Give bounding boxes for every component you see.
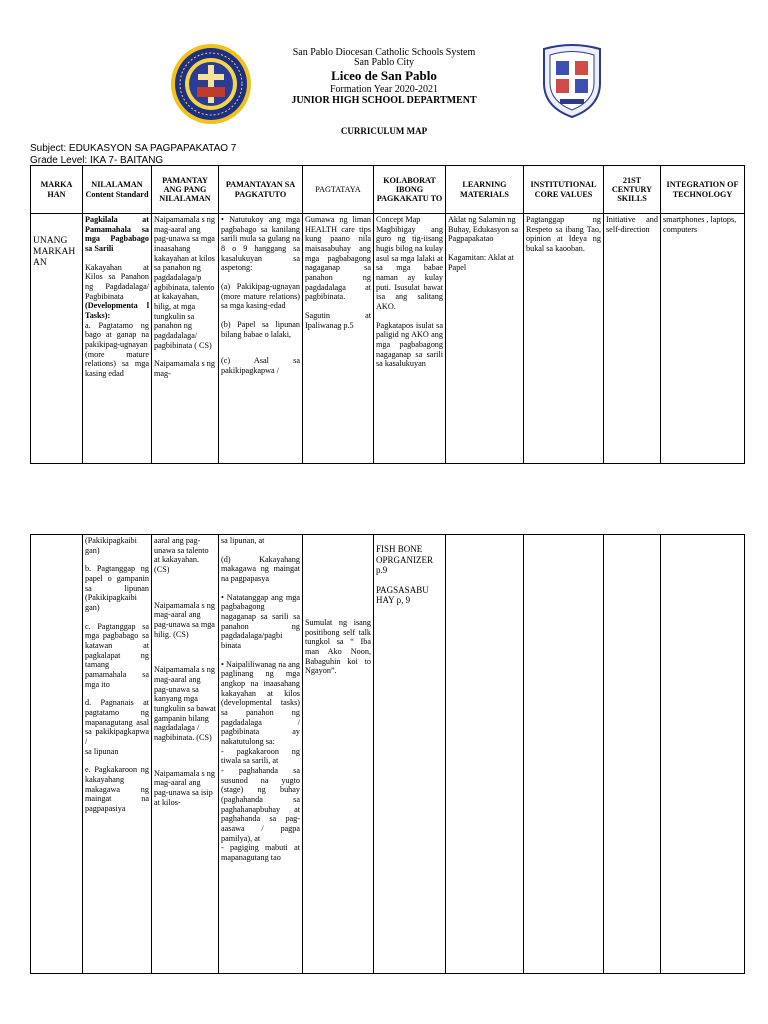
list-item: Sumulat ng isang positibong self talk tungkol sa “ Iba man Ako Noon, Babaguhin koi to Ngayon”. xyxy=(305,618,371,676)
formation-year: Formation Year 2020-2021 xyxy=(329,84,439,95)
pagtataya-cell xyxy=(303,214,374,464)
list-item: (Pakikipagkaibi gan) xyxy=(85,536,137,555)
list-item: Naipamamala s ng mag- xyxy=(154,359,215,379)
core-values-cell xyxy=(524,535,604,974)
col-nilalaman: NILALAMAN Content Standard xyxy=(83,166,152,214)
list-item: Pagkatapos isulat sa paligid ng AKO ang mga pagbabagong nagaganap sa sarili sa kasalukuyan xyxy=(376,320,443,369)
list-item: • Natutukoy ang mga pagbabago sa kanilang sarili mula sa gulang na 8 o 9 hanggang sa kasalukuyan sa aspetong: xyxy=(221,215,300,273)
skills-text: Initiative and self-direction xyxy=(606,215,658,234)
skills-cell xyxy=(604,535,661,974)
col-learning-materials: LEARNING MATERIALS xyxy=(446,166,524,214)
nilalaman-cell xyxy=(83,535,152,974)
list-item: Sagutin at Ipaliwanag p.5 xyxy=(305,311,371,330)
subject-line: Subject: EDUKASYON SA PAGPAPAKATAO 7 xyxy=(30,143,237,154)
list-item: PAGSASABU HAY p, 9 xyxy=(376,584,429,606)
core-values-cell xyxy=(524,214,604,464)
pamantayang-cell xyxy=(152,214,219,464)
grade-line: Grade Level: IKA 7- BAITANG xyxy=(30,155,164,166)
list-item: sa lipunan, at xyxy=(221,536,265,545)
curriculum-table-page1 xyxy=(30,165,745,464)
list-item: (a) Pakikipag-ugnayan (more mature relations) sa mga kasing-edad xyxy=(221,282,300,311)
list-item: Kagamitan: Aklat at Papel xyxy=(448,253,514,272)
kolaboratibo-cell xyxy=(374,214,446,464)
school-name: Liceo de San Pablo xyxy=(331,68,437,83)
pamantayang-cell xyxy=(152,535,219,974)
technology-cell xyxy=(661,535,745,974)
col-markahan: MARKA HAN xyxy=(31,166,83,214)
col-integration-technology: INTEGRATION OF TECHNOLOGY xyxy=(661,166,745,214)
list-item: a. Pagtatamo ng bago at ganap na pakikipag-ugnayan (more mature relations) sa mga kasing edad xyxy=(85,320,149,379)
col-core-values: INSTITUTIONAL CORE VALUES xyxy=(524,166,604,214)
list-item: • Natatanggap ang mga pagbabagong nagaganap sa sarili sa panahon ng pagdadalaga/pagbi binata xyxy=(221,592,300,651)
table-row xyxy=(31,214,745,464)
list-item: (c) Asal sa pakikipagkapwa / xyxy=(221,356,300,376)
pagkatuto-cell xyxy=(219,214,303,464)
markahan-cell xyxy=(31,214,83,464)
header-row xyxy=(31,166,745,214)
list-item: Naipamamala s ng mag-aaral ang pag-unawa sa mga hilig. (CS) xyxy=(154,600,215,639)
list-item: Naipamamala s ng mag-aaral ang pag-unawa sa kanyang mga tungkulin sa bawat gampanin bilang nagdadalaga / nagbibinata. (CS) xyxy=(154,665,216,743)
list-item: Aklat ng Salamin ng Buhay, Edukasyon sa Pagpapakatao xyxy=(448,215,519,244)
core-values-text: Pagtanggap ng Respeto sa ibang Tao, opinion at Ideya ng bukal sa kaooban. xyxy=(526,215,601,254)
col-21st-century-skills: 21ST CENTURY SKILLS xyxy=(604,166,661,214)
city-name: San Pablo City xyxy=(353,57,414,68)
list-item: Naipamamala s ng mag-aaral ang pag-unawa sa isip at kilos- xyxy=(154,768,215,807)
pagtataya-cell xyxy=(303,535,374,974)
col-kolaboratibo: KOLABORAT IBONG PAGKAKATU TO xyxy=(374,166,446,214)
department-name: JUNIOR HIGH SCHOOL DEPARTMENT xyxy=(291,95,477,106)
list-item: (Developmenta l Tasks): xyxy=(85,301,149,321)
list-item: aaral ang pag-unawa sa talento at kakayahan. (CS) xyxy=(154,536,209,575)
system-name: San Pablo Diocesan Catholic Schools System xyxy=(292,47,476,58)
col-pamantayan-sa-pagkatuto: PAMANTAYAN SA PAGKATUTO xyxy=(219,166,303,214)
list-item: c. Pagtanggap sa mga pagbabago sa katawan at pagkalapat ng tamang pamamahala sa mga ito xyxy=(85,621,149,689)
list-item: - pagkakaroon ng tiwala sa sarili, at xyxy=(221,746,300,766)
list-item: • Naipaliliwanag na ang paglinang ng mga angkop na inaasahang kakayahan at kilos (developmental tasks) sa panahon ng pagdadalaga / pagbibinata ay nakatutulong sa: xyxy=(221,659,300,747)
list-item: Magbibigay ang guro ng tig-iisang hugis bilog na kulay asul sa mga lalaki at sa mga babae naman ay kulay puti. Isusulat bawat isa ang salitang AKO. xyxy=(376,224,443,312)
materials-cell xyxy=(446,214,524,464)
list-item: - paghahanda sa susunod na yugto (stage) ng buhay (paghahanda sa paghahanapbuhay at paghahanda sa pag-aasawa / pagpa pamilya), at xyxy=(221,766,300,843)
curriculum-table-page2 xyxy=(30,534,745,974)
list-item: - pagiging mabuti at mapanagutang tao xyxy=(221,843,300,863)
list-item: Kakayahan at Kilos sa Panahon ng Pagdadalaga/ Pagbibinata xyxy=(85,262,149,301)
list-item: b. Pagtanggap ng papel o gampanin sa lipunan (Pakikipagkaibi gan) xyxy=(85,564,149,613)
markahan-cell xyxy=(31,535,83,974)
pagkatuto-cell xyxy=(219,535,303,974)
list-item: e. Pagkakaroon ng kakayahang makagawa ng maingat na pagpapasiya xyxy=(85,765,149,814)
skills-cell xyxy=(604,214,661,464)
technology-cell xyxy=(661,214,745,464)
list-item: Naipamamala s ng mag-aaral ang pag-unawa sa mga inaasahang kakayahan at kilos sa panahon ng pagdadalaga/p agbibinata, talento at kakayahan, hilig, at mga tungkulin sa panahon ng pagdadalaga/ pagbibinata ( CS) xyxy=(154,215,215,350)
col-pagtataya: PAGTATAYA xyxy=(303,166,374,214)
materials-cell xyxy=(446,535,524,974)
markahan-text: UNANG MARKAH AN xyxy=(33,236,76,269)
nilalaman-title: Pagkilala at Pamamahala sa mga Pagbabago sa Sarili xyxy=(85,215,149,254)
list-item: FISH BONE OPRGANIZER p.9 xyxy=(376,544,434,576)
list-item: (d) Kakayahang makagawa ng maingat na pagpapasya xyxy=(221,554,300,584)
technology-text: smartphones , laptops, computers xyxy=(663,215,737,234)
col-pamantayang-pangnilalaman: PAMANTAY ANG PANG NILALAMAN xyxy=(152,166,219,214)
list-item: Gumawa ng liman HEALTH care tips kung paano nila maisasabuhay ang mga pagbabagong nagaganap sa panahon ng pagdadalaga at pagbibinata. xyxy=(305,215,371,302)
kolaboratibo-cell xyxy=(374,535,446,974)
list-item: sa lipunan xyxy=(85,746,119,756)
list-item: Concept Map xyxy=(376,215,421,224)
document-title: CURRICULUM MAP xyxy=(340,126,428,136)
table-row xyxy=(31,535,745,974)
list-item: (b) Papel sa lipunan bilang babae o lalaki, xyxy=(221,320,300,339)
nilalaman-cell xyxy=(83,214,152,464)
list-item: d. Pagnanais at pagtatamo ng mapanagutang asal sa pakikipagkapwa / xyxy=(85,698,149,747)
